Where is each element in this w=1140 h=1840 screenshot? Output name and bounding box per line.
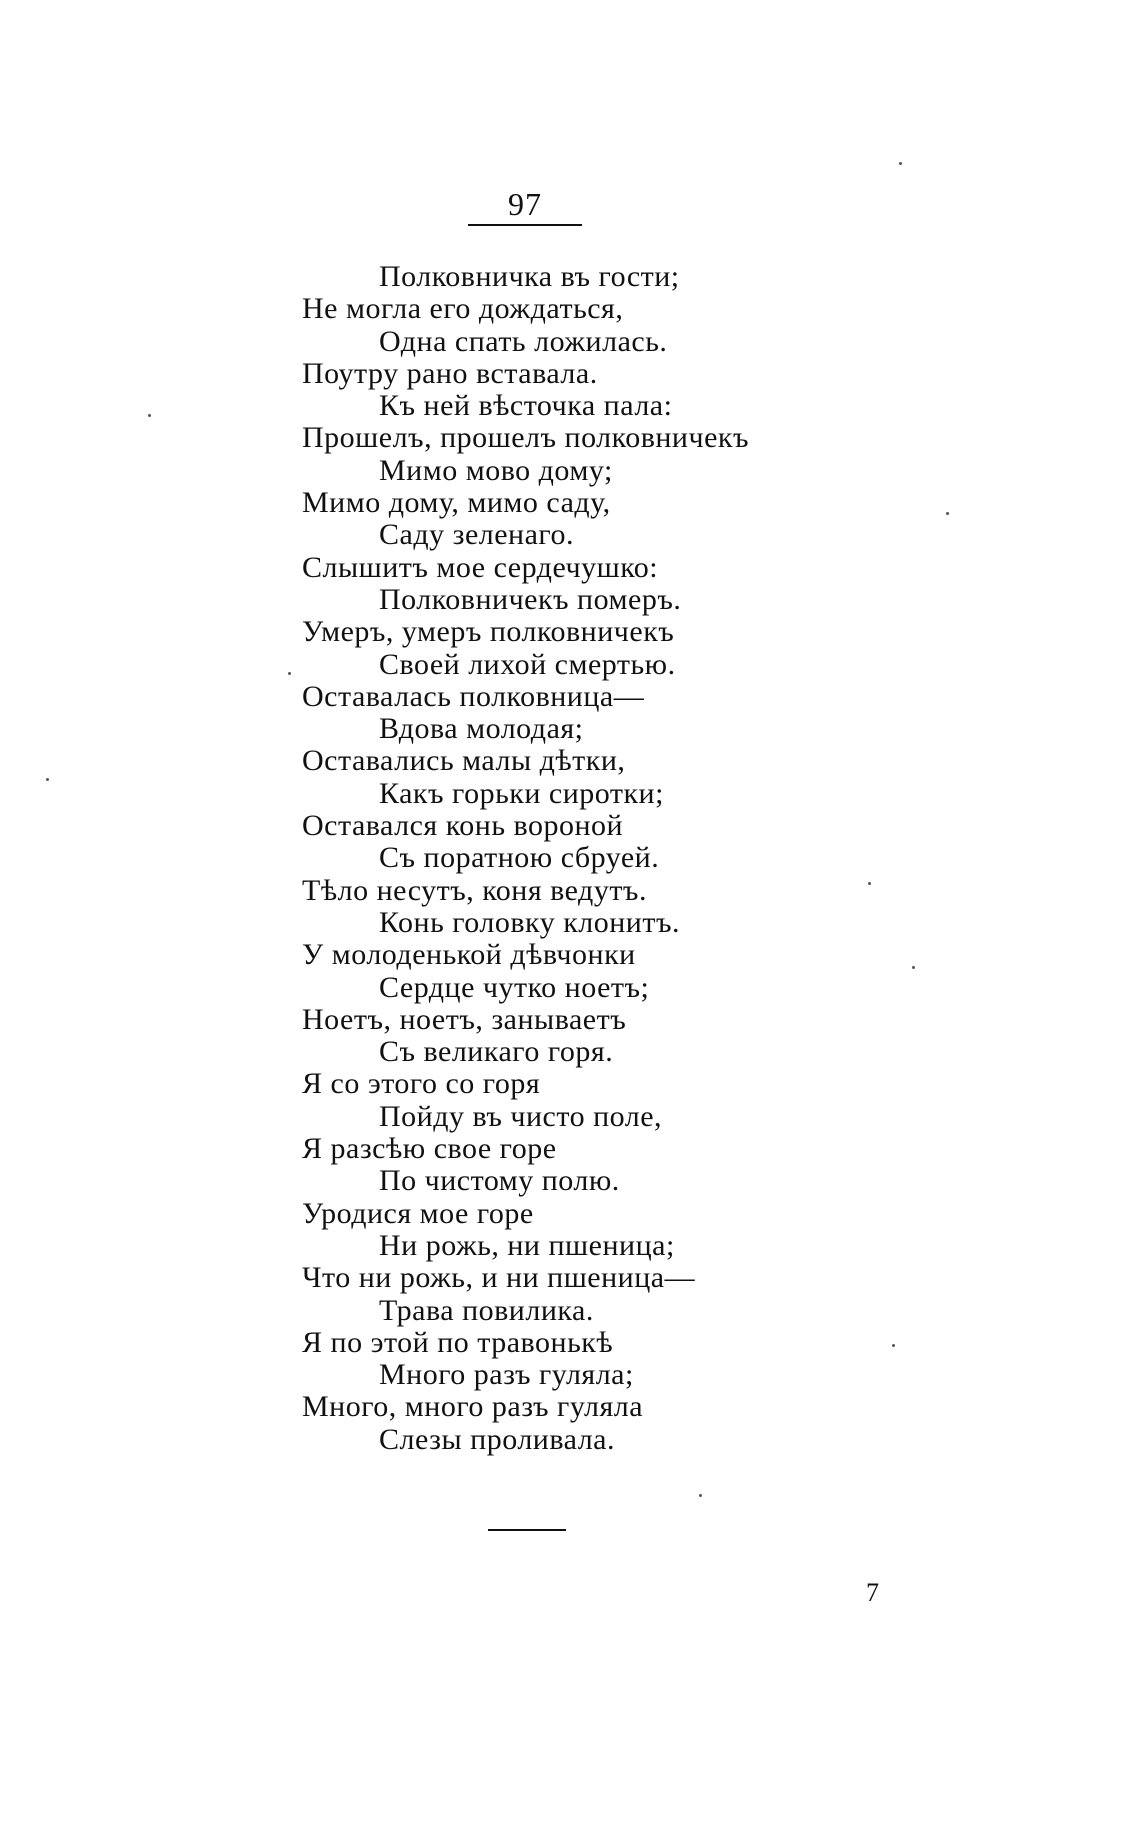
poem-line: По чистому полю.	[379, 1164, 620, 1198]
end-of-poem-rule	[488, 1529, 566, 1531]
poem-text	[302, 261, 902, 1456]
poem-line: Съ великаго горя.	[379, 1035, 614, 1069]
poem-line: Мимо дому, мимо саду,	[302, 486, 611, 520]
poem-line: Я разсѣю свое горе	[302, 1132, 557, 1166]
poem-line: Полковничка въ гости;	[379, 260, 680, 293]
page-number-underline	[468, 224, 582, 226]
poem-line: Какъ горьки сиротки;	[379, 776, 664, 810]
poem-line: Пойду въ чисто поле,	[379, 1099, 663, 1133]
poem-line: Я со этого со горя	[302, 1067, 541, 1101]
scan-speck	[46, 778, 49, 781]
poem-line: Уродися мое горе	[302, 1196, 534, 1230]
poem-line: Поутру рано вставала.	[302, 356, 598, 390]
poem-line: Одна спать ложилась.	[379, 324, 668, 358]
poem-line: Ноетъ, ноетъ, занываетъ	[302, 1002, 627, 1036]
poem-line: Ни рожь, ни пшеница;	[379, 1228, 675, 1262]
page-number: 97	[508, 186, 542, 222]
scan-speck	[288, 672, 291, 675]
poem-line: Мимо мово дому;	[379, 453, 613, 487]
poem-line: Слезы проливала.	[379, 1422, 615, 1456]
poem-line: Оставался конь вороной	[302, 809, 624, 843]
printer-signature-mark: 7	[866, 1578, 879, 1607]
poem-line: Саду зеленаго.	[379, 518, 574, 552]
poem-line: Слышитъ мое сердечушко:	[302, 550, 659, 584]
scan-speck	[912, 966, 915, 969]
poem-line: Полковничекъ померъ.	[379, 582, 682, 616]
scan-speck	[699, 1494, 702, 1497]
poem-line: Что ни рожь, и ни пшеница—	[302, 1261, 696, 1295]
scan-speck	[892, 1344, 895, 1347]
poem-line: Тѣло несутъ, коня ведутъ.	[302, 873, 647, 907]
poem-line: Вдова молодая;	[379, 712, 584, 746]
scan-speck	[946, 512, 949, 515]
poem-line: Оставались малы дѣтки,	[302, 744, 626, 778]
poem-line: Прошелъ, прошелъ полковничекъ	[302, 421, 749, 455]
scan-speck	[148, 414, 151, 417]
poem-line: Своей лихой смертью.	[379, 647, 676, 681]
poem-line: Къ ней вѣсточка пала:	[379, 389, 673, 423]
poem-line: Много, много разъ гуляла	[302, 1390, 644, 1424]
poem-line: Умеръ, умеръ полковничекъ	[302, 615, 675, 649]
scan-speck	[899, 162, 902, 165]
poem-line: Трава повилика.	[379, 1293, 594, 1327]
scan-speck	[868, 882, 871, 885]
poem-line: Конь головку клонитъ.	[379, 905, 680, 939]
poem-line: Съ поратною сбруей.	[379, 841, 660, 875]
poem-line: Я по этой по травонькѣ	[302, 1325, 614, 1359]
poem-line: Много разъ гуляла;	[379, 1358, 634, 1392]
poem-line: Оставалась полковница—	[302, 679, 645, 713]
poem-line: Сердце чутко ноетъ;	[379, 970, 650, 1004]
poem-line: Не могла его дождаться,	[302, 292, 624, 326]
poem-line: У молоденькой дѣвчонки	[302, 938, 636, 972]
